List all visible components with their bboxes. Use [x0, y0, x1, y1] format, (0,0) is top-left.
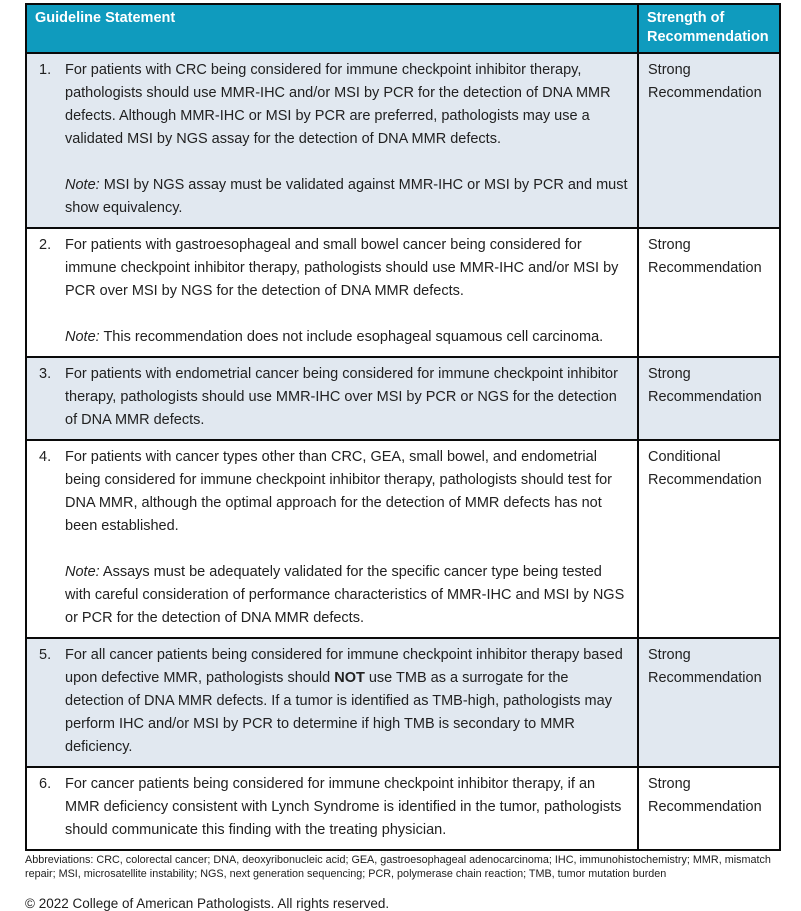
statement-note: Note: Assays must be adequately validated for the specific cancer type being tested with careful consideration of performance characteristics of MMR-IHC and MSI by NGS or PCR for the detection of DNA MMR defects.: [65, 564, 625, 626]
statement-text: For all cancer patients being considered for immune checkpoint inhibitor therapy based upon defective MMR, pathologists should NOT use TMB as a surrogate for the detection of DNA MMR defects. If a tumor is identified as TMB-high, pathologists may perform IHC and/or MSI by PCR to determine if high TMB is secondary to MMR deficiency.: [65, 647, 623, 755]
statement-text: For patients with endometrial cancer being considered for immune checkpoint inhibitor therapy, pathologists should use MMR-IHC over MSI by PCR or NGS for the detection of DNA MMR defects.: [65, 366, 618, 428]
table-row: [26, 638, 780, 767]
guideline-statement-cell: [26, 53, 638, 228]
guideline-statement-cell: [26, 638, 638, 767]
statement-note: Note: MSI by NGS assay must be validated against MMR-IHC or MSI by PCR and must show equivalency.: [65, 177, 628, 216]
copyright-line: © 2022 College of American Pathologists. All rights reserved.: [25, 896, 390, 911]
table-row: [26, 440, 780, 638]
table-header-row: [26, 4, 780, 53]
table-row: [26, 228, 780, 357]
guideline-statement-cell: [26, 357, 638, 440]
strength-of-recommendation-cell: Strong Recommendation: [638, 228, 780, 357]
strength-of-recommendation-cell: Conditional Recommendation: [638, 440, 780, 638]
guideline-table-body: [26, 53, 780, 850]
table-row: [26, 53, 780, 228]
guideline-table: [25, 3, 781, 851]
statement-text: For cancer patients being considered for immune checkpoint inhibitor therapy, if an MMR deficiency consistent with Lynch Syndrome is identified in the tumor, pathologists should communicate this finding with the treating physician.: [65, 776, 622, 838]
column-header-guideline-statement: Guideline Statement: [26, 4, 638, 53]
strength-of-recommendation-cell: Strong Recommendation: [638, 767, 780, 850]
statement-text: For patients with gastroesophageal and small bowel cancer being considered for immune checkpoint inhibitor therapy, pathologists should use MMR-IHC and/or MSI by PCR over MSI by NGS for the detection of DNA MMR defects.: [65, 237, 619, 299]
statement-text: For patients with cancer types other than CRC, GEA, small bowel, and endometrial being considered for immune checkpoint inhibitor therapy, pathologists should test for DNA MMR, although the optimal approach for the detection of MMR defects has not been established.: [65, 449, 613, 534]
statement-text: For patients with CRC being considered for immune checkpoint inhibitor therapy, pathologists should use MMR-IHC and/or MSI by PCR for the detection of DNA MMR defects. Although MMR-IHC or MSI by PCR are preferred, pathologists may use a validated MSI by NGS assay for the detection of DNA MMR defects.: [65, 62, 611, 147]
statement-number: 6.: [39, 776, 52, 792]
statement-number: 3.: [39, 366, 52, 382]
statement-number: 4.: [39, 449, 52, 465]
strength-of-recommendation-cell: Strong Recommendation: [638, 357, 780, 440]
statement-note: Note: This recommendation does not include esophageal squamous cell carcinoma.: [65, 329, 604, 345]
guideline-statement-cell: [26, 228, 638, 357]
table-row: [26, 357, 780, 440]
guideline-statement-cell: [26, 440, 638, 638]
statement-number: 5.: [39, 647, 52, 663]
strength-of-recommendation-cell: Strong Recommendation: [638, 638, 780, 767]
column-header-strength-of-recommendation: Strength of Recommendation: [638, 4, 780, 53]
statement-number: 2.: [39, 237, 52, 253]
statement-number: 1.: [39, 62, 52, 78]
strength-of-recommendation-cell: Strong Recommendation: [638, 53, 780, 228]
abbreviations-footnote: Abbreviations: CRC, colorectal cancer; DNA, deoxyribonucleic acid; GEA, gastroesophageal adenocarcinoma; IHC, immunohistochemistry; MMR, mismatch repair; MSI, microsatellite instability; NGS, next generation sequencing; PCR, polymerase chain reaction; TMB, tumor mutation burden: [25, 854, 771, 880]
